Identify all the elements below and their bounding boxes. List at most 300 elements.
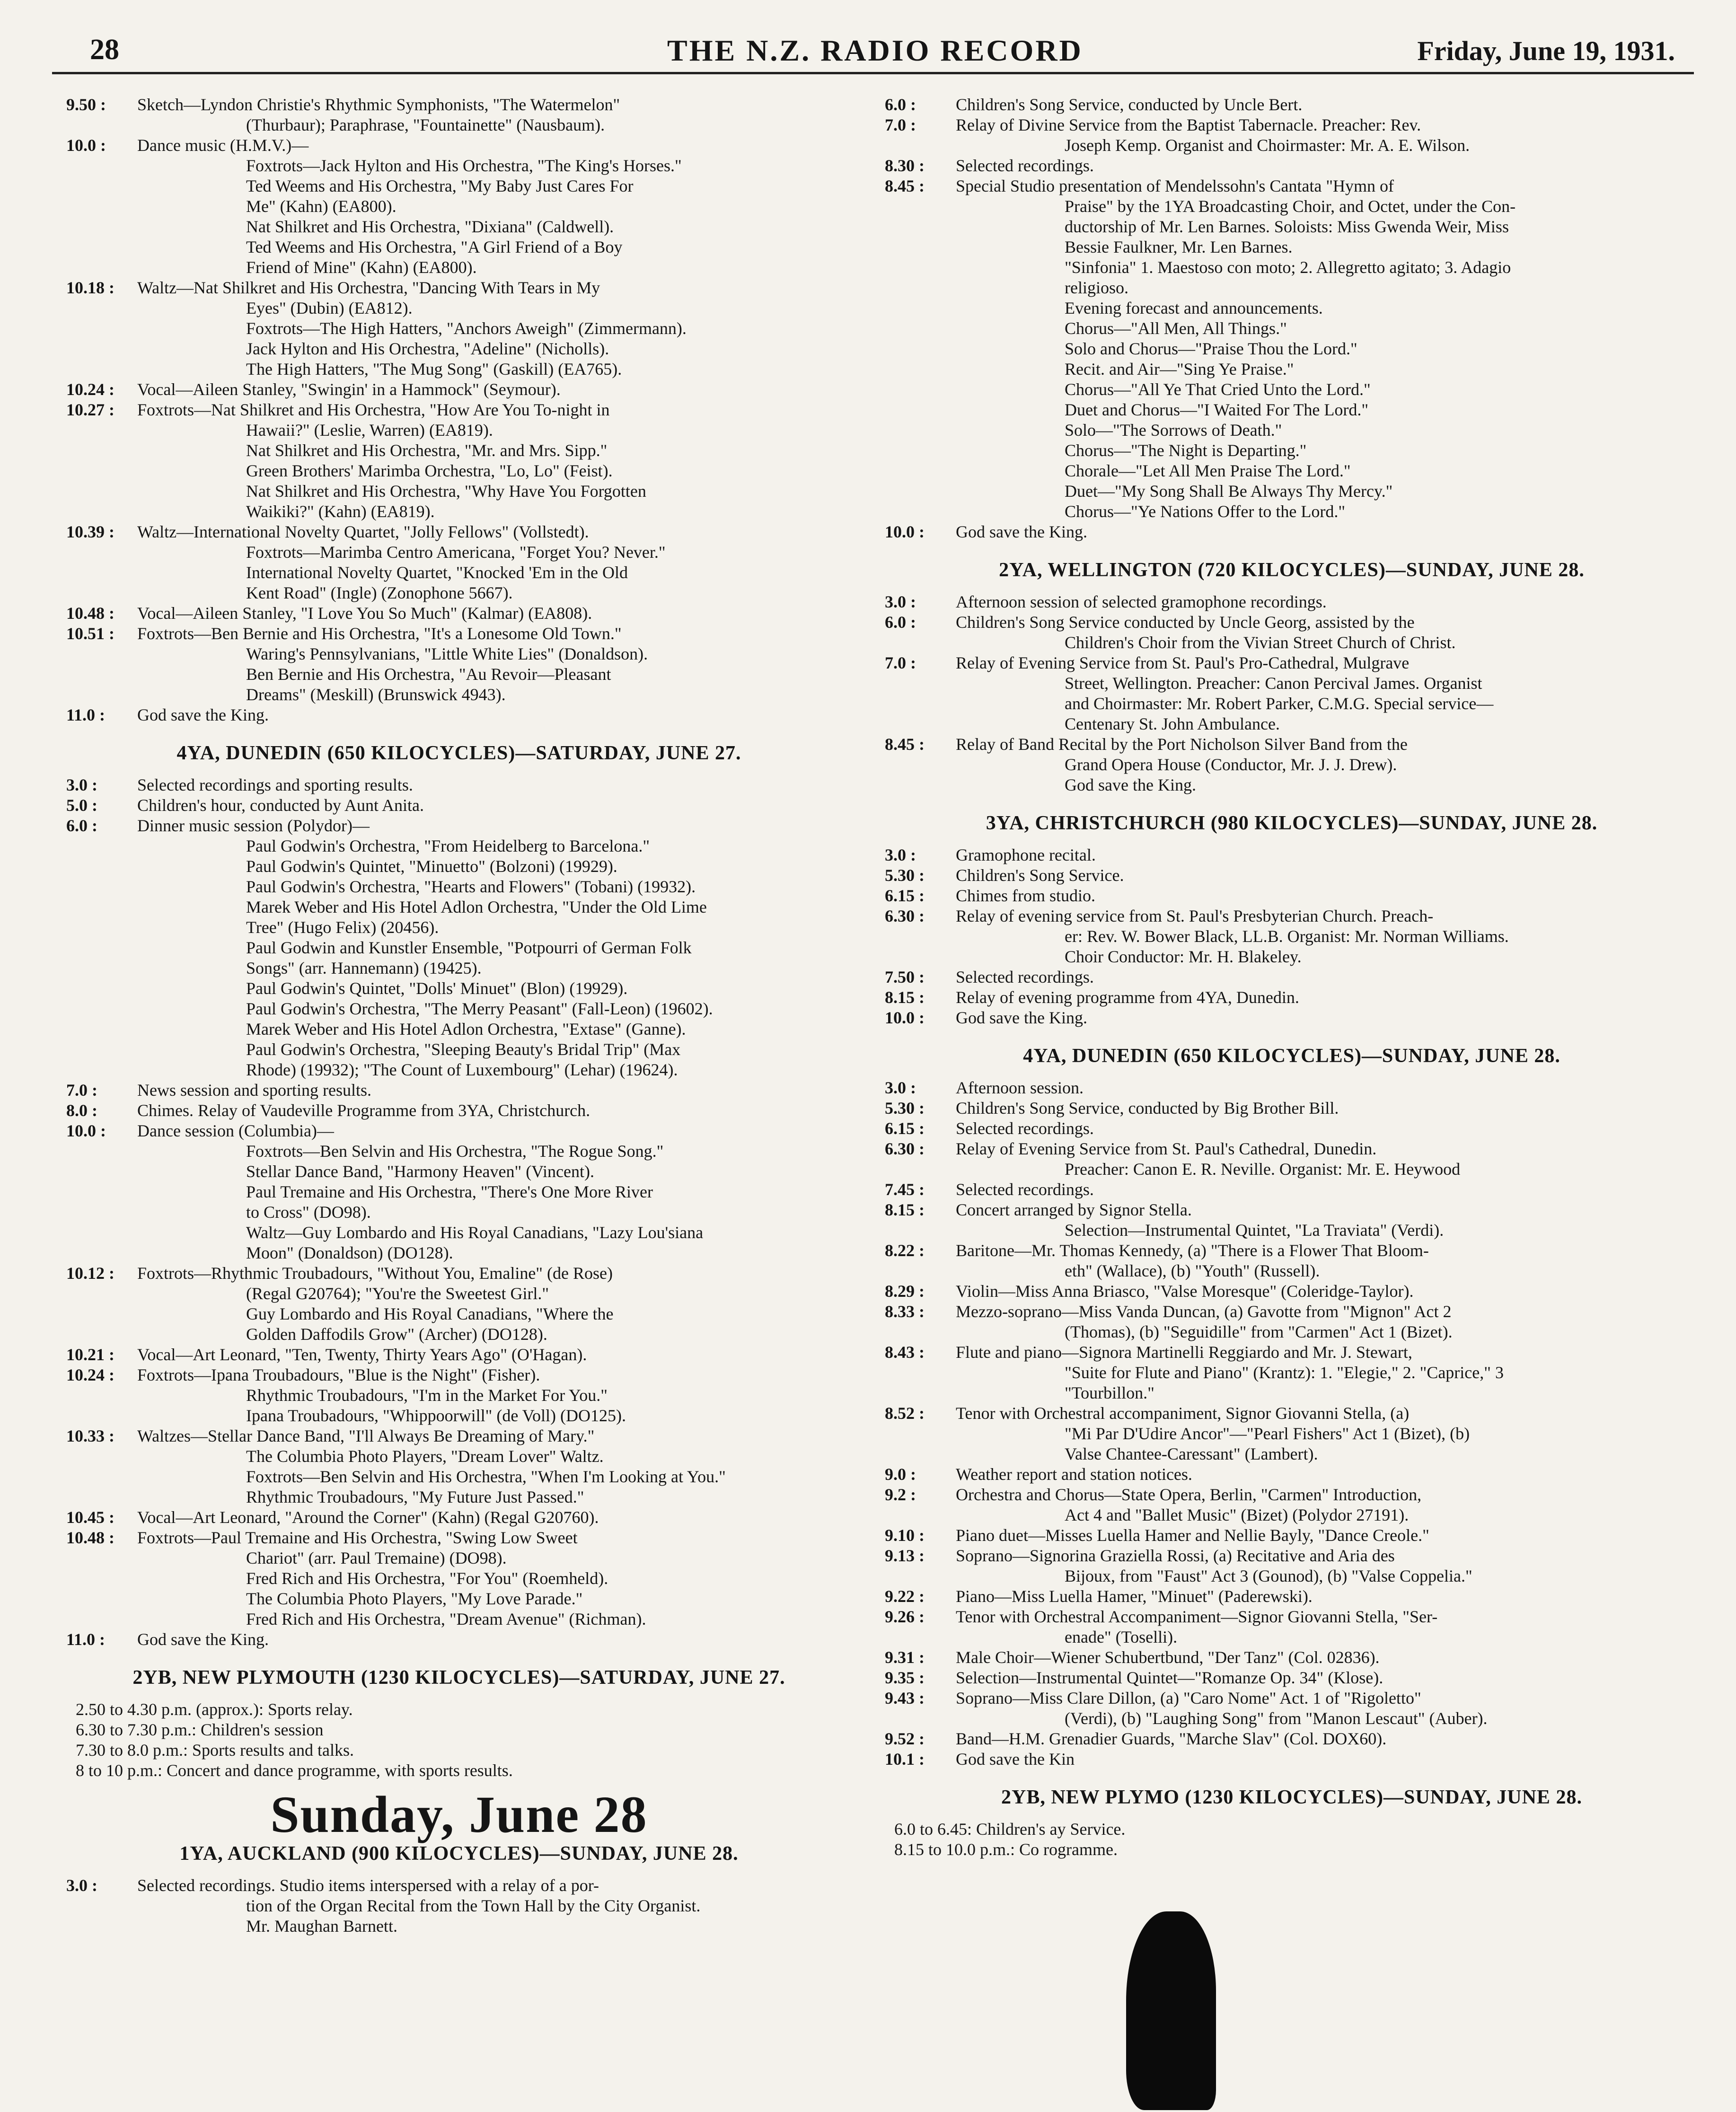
programme-line: Afternoon session of selected gramophone recordings. — [956, 592, 1327, 611]
programme-line: Paul Godwin's Orchestra, "From Heidelberg to Barcelona." — [246, 836, 650, 855]
programme-text — [956, 1729, 1699, 1749]
programme-text — [956, 95, 1699, 115]
programme-time: 6.15 : — [885, 886, 925, 905]
programme-line: Soprano—Signorina Graziella Rossi, (a) Recitative and Aria des — [956, 1546, 1395, 1565]
programme-line: Street, Wellington. Preacher: Canon Percival James. Organist — [1065, 674, 1482, 693]
programme-line: Chariot" (arr. Paul Tremaine) (DO98). — [246, 1549, 507, 1567]
station-heading: 1YA, AUCKLAND (900 KILOCYCLES)—SUNDAY, JUNE 28. — [179, 1843, 739, 1865]
programme-line: Valse Chantee-Caressant" (Lambert). — [1065, 1444, 1318, 1463]
programme-text — [956, 176, 1699, 522]
programme-text — [956, 1485, 1699, 1525]
programme-line: Foxtrots—The High Hatters, "Anchors Aweigh" (Zimmermann). — [246, 319, 687, 338]
programme-text — [137, 1121, 852, 1263]
programme-text — [137, 1528, 852, 1629]
schedule-line: 2.50 to 4.30 p.m. (approx.): Sports relay. — [76, 1700, 353, 1719]
programme-item — [66, 1121, 852, 1263]
programme-time: 3.0 : — [885, 1078, 916, 1097]
programme-text — [137, 379, 852, 400]
programme-time: 10.24 : — [66, 380, 115, 399]
programme-line: Selection—Instrumental Quintet—"Romanze Op. 34" (Klose). — [956, 1668, 1384, 1687]
programme-text — [956, 1525, 1699, 1546]
day-heading: Sunday, June 28 — [270, 1786, 648, 1843]
programme-line: Solo—"The Sorrows of Death." — [1065, 421, 1282, 440]
programme-item — [885, 156, 1699, 176]
programme-line: Flute and piano—Signora Martinelli Reggiardo and Mr. J. Stewart, — [956, 1343, 1412, 1362]
programme-text — [956, 1688, 1699, 1729]
station-heading: 2YB, NEW PLYMOUTH (1230 KILOCYCLES)—SATURDAY, JUNE 27. — [132, 1667, 785, 1689]
programme-line: Selected recordings. — [956, 156, 1094, 175]
programme-line: (Thurbaur); Paraphrase, "Fountainette" (Nausbaum). — [246, 115, 605, 134]
programme-line: Praise" by the 1YA Broadcasting Choir, and Octet, under the Con- — [1065, 197, 1516, 216]
header-rule — [52, 72, 1694, 74]
programme-item — [885, 865, 1699, 886]
page-header — [52, 28, 1694, 76]
programme-time: 5.30 : — [885, 1099, 925, 1118]
programme-time: 10.48 : — [66, 1528, 115, 1547]
programme-line: Solo and Chorus—"Praise Thou the Lord." — [1065, 339, 1357, 358]
programme-line: "Mi Par D'Udire Ancor"—"Pearl Fishers" Act 1 (Bizet), (b) — [1065, 1424, 1470, 1443]
programme-time: 7.0 : — [885, 115, 916, 134]
programme-text — [137, 603, 852, 624]
programme-line: Male Choir—Wiener Schubertbund, "Der Tanz" (Col. 02836). — [956, 1648, 1380, 1667]
programme-line: Foxtrots—Ben Selvin and His Orchestra, "The Rogue Song." — [246, 1142, 664, 1161]
programme-line: Relay of evening service from St. Paul's Presbyterian Church. Preach- — [956, 906, 1434, 925]
programme-line: Relay of Evening Service from St. Paul's Pro-Cathedral, Mulgrave — [956, 653, 1410, 672]
programme-line: Waltz—International Novelty Quartet, "Jolly Fellows" (Vollstedt). — [137, 522, 589, 541]
programme-line: Special Studio presentation of Mendelssohn's Cantata "Hymn of — [956, 176, 1394, 195]
programme-line: Mr. Maughan Barnett. — [246, 1917, 397, 1936]
programme-line: Rhythmic Troubadours, "I'm in the Market For You." — [246, 1386, 608, 1405]
programme-time: 5.0 : — [66, 796, 97, 815]
programme-item — [885, 1008, 1699, 1028]
programme-line: Relay of evening programme from 4YA, Dunedin. — [956, 988, 1299, 1007]
programme-time: 6.30 : — [885, 906, 925, 925]
programme-item — [885, 906, 1699, 967]
programme-line: Relay of Divine Service from the Baptist Tabernacle. Preacher: Rev. — [956, 115, 1421, 134]
programme-text — [137, 135, 852, 278]
programme-text — [137, 816, 852, 1080]
programme-line: Chorus—"All Men, All Things." — [1065, 319, 1287, 338]
programme-time: 8.45 : — [885, 176, 925, 195]
programme-line: Friend of Mine" (Kahn) (EA800). — [246, 258, 477, 277]
programme-item — [66, 624, 852, 705]
programme-time: 8.0 : — [66, 1101, 97, 1120]
programme-time: 7.0 : — [885, 653, 916, 672]
programme-line: Bijoux, from "Faust" Act 3 (Gounod), (b) "Valse Coppelia." — [1065, 1566, 1472, 1585]
programme-line: Concert arranged by Signor Stella. — [956, 1200, 1192, 1219]
programme-line: Choir Conductor: Mr. H. Blakeley. — [1065, 947, 1302, 966]
programme-line: religioso. — [1065, 278, 1128, 297]
programme-text — [956, 906, 1699, 967]
programme-line: Nat Shilkret and His Orchestra, "Mr. and Mrs. Sipp." — [246, 441, 608, 460]
right-column — [885, 95, 1699, 1860]
programme-line: Chimes from studio. — [956, 886, 1095, 905]
programme-line: Fred Rich and His Orchestra, "For You" (Roemheld). — [246, 1569, 608, 1588]
programme-item — [885, 1179, 1699, 1200]
programme-text — [956, 1281, 1699, 1302]
programme-item — [885, 1302, 1699, 1342]
programme-line: Baritone—Mr. Thomas Kennedy, (a) "There is a Flower That Bloom- — [956, 1241, 1429, 1260]
programme-item — [885, 612, 1699, 653]
programme-line: tion of the Organ Recital from the Town Hall by the City Organist. — [246, 1896, 701, 1915]
programme-line: Guy Lombardo and His Royal Canadians, "Where the — [246, 1304, 614, 1323]
programme-line: Gramophone recital. — [956, 845, 1096, 864]
programme-item — [885, 1139, 1699, 1179]
programme-item — [66, 95, 852, 135]
programme-time: 6.0 : — [66, 816, 97, 835]
programme-line: Foxtrots—Nat Shilkret and His Orchestra, "How Are You To-night in — [137, 400, 610, 419]
programme-item — [885, 1668, 1699, 1688]
programme-line: Hawaii?" (Leslie, Warren) (EA819). — [246, 421, 493, 440]
programme-line: Children's Song Service, conducted by Uncle Bert. — [956, 95, 1303, 114]
programme-time: 10.21 : — [66, 1345, 115, 1364]
programme-line: Violin—Miss Anna Briasco, "Valse Moresque" (Coleridge-Taylor). — [956, 1282, 1414, 1301]
programme-text — [137, 775, 852, 795]
programme-text — [956, 522, 1699, 542]
programme-line: Fred Rich and His Orchestra, "Dream Avenue" (Richman). — [246, 1610, 646, 1628]
programme-text — [956, 886, 1699, 906]
publication-title: THE N.Z. RADIO RECORD — [667, 34, 1083, 67]
programme-item — [66, 1345, 852, 1365]
programme-line: Children's Song Service, conducted by Big Brother Bill. — [956, 1099, 1339, 1118]
programme-text — [137, 1100, 852, 1121]
programme-text — [956, 1607, 1699, 1647]
programme-time: 7.50 : — [885, 968, 925, 986]
programme-text — [137, 1263, 852, 1345]
programme-line: Songs" (arr. Hannemann) (19425). — [246, 959, 482, 977]
programme-line: God save the King. — [956, 1008, 1087, 1027]
station-heading: 2YB, NEW PLYMO (1230 KILOCYCLES)—SUNDAY, JUNE 28. — [1001, 1786, 1582, 1808]
programme-line: Foxtrots—Marimba Centro Americana, "Forget You? Never." — [246, 543, 666, 562]
programme-item — [66, 1365, 852, 1426]
programme-text — [956, 865, 1699, 886]
programme-text — [956, 1078, 1699, 1098]
programme-line: Children's hour, conducted by Aunt Anita. — [137, 796, 424, 815]
programme-time: 3.0 : — [66, 1876, 97, 1895]
programme-line: Vocal—Aileen Stanley, "I Love You So Much" (Kalmar) (EA808). — [137, 604, 592, 623]
programme-text — [956, 845, 1699, 865]
programme-time: 5.30 : — [885, 866, 925, 885]
programme-line: Tenor with Orchestral accompaniment, Signor Giovanni Stella, (a) — [956, 1404, 1410, 1423]
programme-time: 10.0 : — [66, 136, 106, 155]
programme-text — [956, 1403, 1699, 1464]
programme-item — [66, 278, 852, 379]
programme-line: Chorus—"All Ye That Cried Unto the Lord." — [1065, 380, 1371, 399]
programme-line: Foxtrots—Ben Selvin and His Orchestra, "When I'm Looking at You." — [246, 1467, 726, 1486]
programme-line: (Thomas), (b) "Seguidille" from "Carmen" Act 1 (Bizet). — [1065, 1322, 1453, 1341]
programme-text — [956, 1098, 1699, 1118]
programme-text — [956, 1586, 1699, 1607]
programme-item — [885, 1749, 1699, 1769]
programme-line: enade" (Toselli). — [1065, 1628, 1178, 1646]
programme-line: Kent Road" (Ingle) (Zonophone 5667). — [246, 583, 513, 602]
programme-line: Ted Weems and His Orchestra, "My Baby Just Cares For — [246, 176, 634, 195]
programme-line: Ben Bernie and His Orchestra, "Au Revoir—Pleasant — [246, 665, 611, 684]
programme-line: Golden Daffodils Grow" (Archer) (DO128). — [246, 1325, 547, 1344]
programme-item — [66, 1100, 852, 1121]
programme-item — [885, 1647, 1699, 1668]
programme-line: Dance session (Columbia)— — [137, 1121, 334, 1140]
programme-text — [956, 1118, 1699, 1139]
programme-text — [137, 278, 852, 379]
programme-item — [66, 775, 852, 795]
programme-line: Vocal—Art Leonard, "Around the Corner" (Kahn) (Regal G20760). — [137, 1508, 599, 1527]
programme-item — [66, 400, 852, 522]
programme-line: Paul Godwin's Quintet, "Dolls' Minuet" (Blon) (19929). — [246, 979, 628, 998]
programme-line: Children's Song Service. — [956, 866, 1124, 885]
programme-text — [956, 1749, 1699, 1769]
programme-text — [956, 1302, 1699, 1342]
programme-line: Duet and Chorus—"I Waited For The Lord." — [1065, 400, 1369, 419]
programme-line: Foxtrots—Ben Bernie and His Orchestra, "It's a Lonesome Old Town." — [137, 624, 622, 643]
programme-time: 9.52 : — [885, 1729, 925, 1748]
programme-line: The Columbia Photo Players, "My Love Parade." — [246, 1589, 583, 1608]
programme-line: Piano—Miss Luella Hamer, "Minuet" (Paderewski). — [956, 1587, 1313, 1606]
issue-date: Friday, June 19, 1931. — [1417, 35, 1675, 66]
programme-item — [66, 135, 852, 278]
programme-line: eth" (Wallace), (b) "Youth" (Russell). — [1065, 1261, 1320, 1280]
station-heading: 2YA, WELLINGTON (720 KILOCYCLES)—SUNDAY, JUNE 28. — [999, 559, 1585, 581]
programme-line: Dreams" (Meskill) (Brunswick 4943). — [246, 685, 506, 704]
programme-text — [956, 967, 1699, 987]
programme-item — [885, 1586, 1699, 1607]
programme-line: (Regal G20764); "You're the Sweetest Girl." — [246, 1284, 549, 1303]
programme-item — [66, 1080, 852, 1100]
programme-text — [956, 1241, 1699, 1281]
programme-text — [137, 1875, 852, 1936]
schedule-line: 8 to 10 p.m.: Concert and dance programme, with sports results. — [76, 1761, 513, 1780]
programme-item — [885, 1098, 1699, 1118]
programme-line: Chorus—"Ye Nations Offer to the Lord." — [1065, 502, 1346, 521]
programme-line: Paul Godwin's Orchestra, "Hearts and Flowers" (Tobani) (19932). — [246, 877, 696, 896]
ink-blot — [1126, 1911, 1216, 2110]
programme-line: to Cross" (DO98). — [246, 1203, 371, 1222]
station-heading: 4YA, DUNEDIN (650 KILOCYCLES)—SATURDAY, JUNE 27. — [176, 742, 741, 764]
programme-line: God save the King. — [1065, 775, 1196, 794]
programme-text — [956, 1647, 1699, 1668]
programme-line: Foxtrots—Paul Tremaine and His Orchestra, "Swing Low Sweet — [137, 1528, 578, 1547]
programme-time: 8.15 : — [885, 1200, 925, 1219]
programme-item — [885, 1607, 1699, 1647]
programme-item — [885, 1464, 1699, 1485]
programme-line: Jack Hylton and His Orchestra, "Adeline" (Nicholls). — [246, 339, 609, 358]
programme-line: Soprano—Miss Clare Dillon, (a) "Caro Nome" Act. 1 of "Rigoletto" — [956, 1689, 1421, 1707]
programme-line: Marek Weber and His Hotel Adlon Orchestra, "Under the Old Lime — [246, 898, 707, 916]
programme-time: 11.0 : — [66, 705, 106, 724]
programme-text — [137, 522, 852, 603]
programme-line: Centenary St. John Ambulance. — [1065, 714, 1280, 733]
programme-text — [956, 1546, 1699, 1586]
programme-text — [956, 1464, 1699, 1485]
programme-line: Children's Song Service conducted by Uncle Georg, assisted by the — [956, 613, 1415, 632]
programme-line: Paul Godwin's Orchestra, "Sleeping Beauty's Bridal Trip" (Max — [246, 1040, 681, 1059]
programme-line: Bessie Faulkner, Mr. Len Barnes. — [1065, 238, 1293, 256]
programme-line: Waikiki?" (Kahn) (EA819). — [246, 502, 435, 521]
programme-text — [137, 1507, 852, 1528]
programme-line: God save the Kin — [956, 1750, 1075, 1769]
programme-text — [956, 592, 1699, 612]
programme-time: 8.45 : — [885, 735, 925, 754]
programme-line: Ipana Troubadours, "Whippoorwill" (de Voll) (DO125). — [246, 1406, 626, 1425]
programme-line: Sketch—Lyndon Christie's Rhythmic Symphonists, "The Watermelon" — [137, 95, 620, 114]
programme-item — [66, 1507, 852, 1528]
programme-item — [66, 379, 852, 400]
programme-time: 10.12 : — [66, 1264, 115, 1283]
programme-time: 6.0 : — [885, 95, 916, 114]
programme-line: Relay of Evening Service from St. Paul's Cathedral, Dunedin. — [956, 1139, 1377, 1158]
programme-line: Ted Weems and His Orchestra, "A Girl Friend of a Boy — [246, 238, 623, 256]
programme-text — [956, 1008, 1699, 1028]
programme-line: (Verdi), (b) "Laughing Song" from "Manon Lescaut" (Auber). — [1065, 1709, 1488, 1728]
programme-line: "Tourbillon." — [1065, 1383, 1154, 1402]
programme-time: 3.0 : — [885, 845, 916, 864]
programme-line: God save the King. — [956, 522, 1087, 541]
programme-item — [66, 1528, 852, 1629]
schedule-line: 7.30 to 8.0 p.m.: Sports results and talks. — [76, 1741, 354, 1760]
programme-text — [137, 1080, 852, 1100]
programme-line: Waring's Pennsylvanians, "Little White Lies" (Donaldson). — [246, 644, 648, 663]
programme-time: 8.43 : — [885, 1343, 925, 1362]
programme-line: Rhythmic Troubadours, "My Future Just Passed." — [246, 1487, 584, 1506]
programme-item — [885, 176, 1699, 522]
programme-line: "Sinfonia" 1. Maestoso con moto; 2. Allegretto agitato; 3. Adagio — [1065, 258, 1511, 277]
programme-line: Me" (Kahn) (EA800). — [246, 197, 397, 216]
programme-line: "Suite for Flute and Piano" (Krantz): 1. "Elegie," 2. "Caprice," 3 — [1065, 1363, 1504, 1382]
programme-item — [885, 1546, 1699, 1586]
programme-line: Stellar Dance Band, "Harmony Heaven" (Vincent). — [246, 1162, 594, 1181]
programme-time: 9.13 : — [885, 1546, 925, 1565]
programme-text — [137, 400, 852, 522]
programme-line: Chorale—"Let All Men Praise The Lord." — [1065, 461, 1351, 480]
programme-line: Paul Godwin's Quintet, "Minuetto" (Bolzoni) (19929). — [246, 857, 617, 876]
station-heading: 4YA, DUNEDIN (650 KILOCYCLES)—SUNDAY, JUNE 28. — [1023, 1045, 1560, 1067]
programme-line: God save the King. — [137, 1630, 269, 1649]
programme-time: 10.1 : — [885, 1750, 925, 1769]
programme-item — [66, 1875, 852, 1936]
programme-line: God save the King. — [137, 705, 269, 724]
programme-time: 10.33 : — [66, 1426, 115, 1445]
schedule-line: 6.0 to 6.45: Children's ay Service. — [894, 1820, 1126, 1839]
programme-line: Rhode) (19932); "The Count of Luxembourg" (Lehar) (19624). — [246, 1060, 678, 1079]
programme-line: Mezzo-soprano—Miss Vanda Duncan, (a) Gavotte from "Mignon" Act 2 — [956, 1302, 1452, 1321]
programme-line: Eyes" (Dubin) (EA812). — [246, 299, 413, 317]
programme-item — [66, 522, 852, 603]
programme-line: Selected recordings and sporting results. — [137, 775, 413, 794]
programme-time: 6.30 : — [885, 1139, 925, 1158]
programme-time: 3.0 : — [885, 592, 916, 611]
programme-line: Dinner music session (Polydor)— — [137, 816, 370, 835]
left-column — [66, 95, 852, 1936]
programme-line: Piano duet—Misses Luella Hamer and Nellie Bayly, "Dance Creole." — [956, 1526, 1429, 1545]
programme-text — [956, 115, 1699, 156]
programme-line: Joseph Kemp. Organist and Choirmaster: Mr. A. E. Wilson. — [1065, 136, 1470, 155]
programme-item — [885, 1200, 1699, 1241]
programme-time: 9.50 : — [66, 95, 106, 114]
programme-line: Paul Tremaine and His Orchestra, "There's One More River — [246, 1182, 653, 1201]
programme-time: 10.0 : — [885, 522, 925, 541]
programme-item — [885, 1485, 1699, 1525]
programme-time: 10.48 : — [66, 604, 115, 623]
programme-item — [885, 967, 1699, 987]
programme-line: Recit. and Air—"Sing Ye Praise." — [1065, 360, 1294, 378]
programme-text — [956, 1668, 1699, 1688]
programme-line: Afternoon session. — [956, 1078, 1084, 1097]
programme-line: Moon" (Donaldson) (DO128). — [246, 1243, 453, 1262]
programme-time: 11.0 : — [66, 1630, 106, 1649]
programme-line: Selected recordings. — [956, 1180, 1094, 1199]
programme-time: 9.10 : — [885, 1526, 925, 1545]
programme-text — [137, 95, 852, 135]
programme-item — [66, 705, 852, 725]
programme-time: 9.26 : — [885, 1607, 925, 1626]
programme-time: 10.27 : — [66, 400, 115, 419]
programme-item — [885, 987, 1699, 1008]
programme-line: Evening forecast and announcements. — [1065, 299, 1323, 317]
programme-time: 9.22 : — [885, 1587, 925, 1606]
programme-line: Dance music (H.M.V.)— — [137, 136, 309, 155]
programme-line: Chimes. Relay of Vaudeville Programme from 3YA, Christchurch. — [137, 1101, 590, 1120]
programme-line: Selected recordings. Studio items interspersed with a relay of a por- — [137, 1876, 599, 1895]
programme-item — [66, 1629, 852, 1650]
programme-text — [137, 795, 852, 816]
programme-line: Act 4 and "Ballet Music" (Bizet) (Polydor 27191). — [1065, 1505, 1409, 1524]
programme-time: 8.52 : — [885, 1404, 925, 1423]
programme-time: 6.0 : — [885, 613, 916, 632]
programme-item — [885, 115, 1699, 156]
programme-time: 8.30 : — [885, 156, 925, 175]
programme-line: Selection—Instrumental Quintet, "La Traviata" (Verdi). — [1065, 1221, 1444, 1240]
programme-line: er: Rev. W. Bower Black, LL.B. Organist: Mr. Norman Williams. — [1065, 927, 1509, 946]
programme-item — [885, 1118, 1699, 1139]
programme-time: 10.0 : — [885, 1008, 925, 1027]
programme-text — [137, 624, 852, 705]
programme-time: 7.0 : — [66, 1081, 97, 1100]
programme-line: ductorship of Mr. Len Barnes. Soloists: Miss Gwenda Weir, Miss — [1065, 217, 1509, 236]
programme-item — [885, 845, 1699, 865]
programme-item — [885, 1525, 1699, 1546]
programme-line: Duet—"My Song Shall Be Always Thy Mercy." — [1065, 482, 1393, 501]
programme-item — [885, 1729, 1699, 1749]
programme-line: Tenor with Orchestral Accompaniment—Signor Giovanni Stella, "Ser- — [956, 1607, 1438, 1626]
programme-time: 6.15 : — [885, 1119, 925, 1138]
programme-item — [66, 1426, 852, 1507]
programme-item — [885, 1688, 1699, 1729]
programme-line: Paul Godwin and Kunstler Ensemble, "Potpourri of German Folk — [246, 938, 692, 957]
programme-item — [885, 1342, 1699, 1403]
programme-time: 10.0 : — [66, 1121, 106, 1140]
programme-time: 7.45 : — [885, 1180, 925, 1199]
programme-text — [137, 1365, 852, 1426]
programme-line: Foxtrots—Ipana Troubadours, "Blue is the Night" (Fisher). — [137, 1365, 540, 1384]
programme-line: Marek Weber and His Hotel Adlon Orchestra, "Extase" (Ganne). — [246, 1020, 686, 1038]
programme-line: Grand Opera House (Conductor, Mr. J. J. Drew). — [1065, 755, 1397, 774]
programme-time: 8.22 : — [885, 1241, 925, 1260]
programme-line: News session and sporting results. — [137, 1081, 371, 1100]
programme-line: International Novelty Quartet, "Knocked 'Em in the Old — [246, 563, 628, 582]
programme-time: 8.15 : — [885, 988, 925, 1007]
programme-line: The Columbia Photo Players, "Dream Lover" Waltz. — [246, 1447, 604, 1466]
programme-time: 8.33 : — [885, 1302, 925, 1321]
programme-line: Foxtrots—Rhythmic Troubadours, "Without You, Emaline" (de Rose) — [137, 1264, 613, 1283]
programme-time: 9.31 : — [885, 1648, 925, 1667]
programme-line: Chorus—"The Night is Departing." — [1065, 441, 1307, 460]
programme-line: The High Hatters, "The Mug Song" (Gaskill) (EA765). — [246, 360, 622, 378]
programme-text — [956, 653, 1699, 734]
programme-line: and Choirmaster: Mr. Robert Parker, C.M.G. Special service— — [1065, 694, 1494, 713]
programme-line: Band—H.M. Grenadier Guards, "Marche Slav" (Col. DOX60). — [956, 1729, 1387, 1748]
programme-text — [137, 1426, 852, 1507]
programme-line: Waltz—Guy Lombardo and His Royal Canadians, "Lazy Lou'siana — [246, 1223, 704, 1242]
